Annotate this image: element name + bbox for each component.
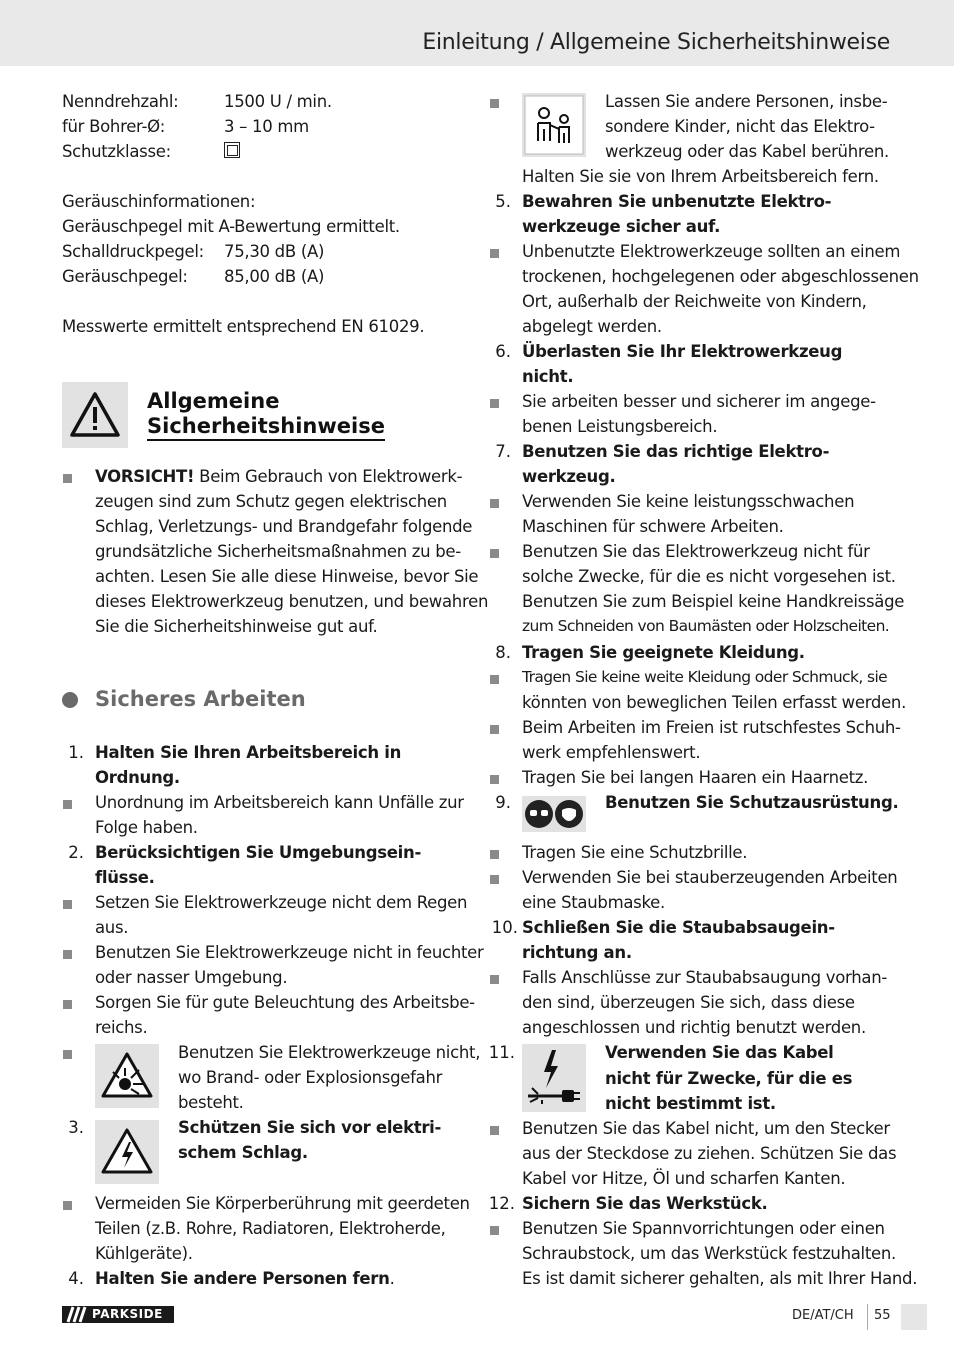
bullet-text: sondere Kinder, nicht das Elektro- bbox=[605, 117, 875, 136]
bullet-text: Falls Anschlüsse zur Staubabsaugung vorhan- bbox=[522, 968, 888, 987]
measurement-note: Messwerte ermittelt entsprechend EN 61029. bbox=[62, 317, 425, 336]
item-heading: Tragen Sie geeignete Kleidung. bbox=[522, 643, 805, 662]
section-title: Sicherheitshinweise bbox=[147, 413, 385, 441]
item-number: 2. bbox=[68, 843, 84, 862]
item-heading: nicht für Zwecke, für die es bbox=[605, 1069, 853, 1088]
bullet-text: Verwenden Sie keine leistungsschwachen bbox=[522, 492, 855, 511]
item-heading: Ordnung. bbox=[95, 768, 180, 787]
bullet-marker bbox=[63, 1050, 72, 1059]
item-number: 4. bbox=[68, 1269, 84, 1288]
item-heading: Benutzen Sie das richtige Elektro- bbox=[522, 442, 830, 461]
item-number: 7. bbox=[495, 442, 511, 461]
keep-children-away-icon bbox=[522, 93, 586, 157]
bullet-marker bbox=[490, 725, 499, 734]
bullet-marker bbox=[490, 399, 499, 408]
language-code: DE/AT/CH bbox=[792, 1308, 854, 1323]
page-number: 55 bbox=[874, 1308, 891, 1323]
bullet-text: Kühlgeräte). bbox=[95, 1244, 193, 1263]
spec-label: Schutzklasse: bbox=[62, 142, 171, 161]
bullet-marker bbox=[490, 1226, 499, 1235]
caution-text: dieses Elektrowerkzeug benutzen, und bewahren bbox=[95, 592, 489, 611]
bullet-text: solche Zwecke, für die es nicht vorgesehen ist. bbox=[522, 567, 896, 586]
item-heading: werkzeug. bbox=[522, 467, 616, 486]
bullet-marker bbox=[490, 875, 499, 884]
bullet-text: Tragen Sie keine weite Kleidung oder Schmuck, sie bbox=[522, 668, 888, 686]
item-heading: Berücksichtigen Sie Umgebungsein- bbox=[95, 843, 421, 862]
bullet-marker bbox=[63, 1201, 72, 1210]
bullet-text: Maschinen für schwere Arbeiten. bbox=[522, 517, 784, 536]
bullet-text: Lassen Sie andere Personen, insbe- bbox=[605, 92, 888, 111]
explosion-warning-icon bbox=[95, 1044, 159, 1108]
item-number: 10. bbox=[491, 918, 518, 937]
item-heading: Überlasten Sie Ihr Elektrowerkzeug bbox=[522, 342, 843, 361]
bullet-text: Kabel vor Hitze, Öl und scharfen Kanten. bbox=[522, 1169, 846, 1188]
item-number: 8. bbox=[495, 643, 511, 662]
item-number: 12. bbox=[488, 1194, 515, 1213]
page-title: Einleitung / Allgemeine Sicherheitshinweise bbox=[422, 30, 890, 55]
bullet-text: Tragen Sie eine Schutzbrille. bbox=[522, 843, 748, 862]
noise-heading: Geräuschinformationen: bbox=[62, 192, 256, 211]
spec-value: 75,30 dB (A) bbox=[224, 242, 325, 261]
spec-label: Schalldruckpegel: bbox=[62, 242, 204, 261]
bullet-marker bbox=[63, 900, 72, 909]
bullet-text: Tragen Sie bei langen Haaren ein Haarnetz. bbox=[522, 768, 869, 787]
bullet-text: aus. bbox=[95, 918, 129, 937]
item-number: 5. bbox=[495, 192, 511, 211]
item-number: 9. bbox=[495, 793, 511, 812]
section-dot-icon bbox=[62, 692, 78, 708]
bullet-text: angeschlossen und richtig benutzt werden. bbox=[522, 1018, 866, 1037]
bullet-text: trockenen, hochgelegenen oder abgeschlossenen bbox=[522, 267, 919, 286]
item-heading: Sichern Sie das Werkstück. bbox=[522, 1194, 768, 1213]
item-number: 6. bbox=[495, 342, 511, 361]
bullet-text: Benutzen Sie zum Beispiel keine Handkreissäge bbox=[522, 592, 905, 611]
page-header bbox=[0, 0, 954, 66]
caution-text: grundsätzliche Sicherheitsmaßnahmen zu be- bbox=[95, 542, 461, 561]
spec-label: Nenndrehzahl: bbox=[62, 92, 179, 111]
bullet-text: Halten Sie sie von Ihrem Arbeitsbereich fern. bbox=[522, 167, 879, 186]
bullet-text: Schraubstock, um das Werkstück festzuhalten. bbox=[522, 1244, 896, 1263]
item-heading: werkzeuge sicher auf. bbox=[522, 217, 721, 236]
bullet-text: Benutzen Sie das Elektrowerkzeug nicht für bbox=[522, 542, 870, 561]
item-heading: Verwenden Sie das Kabel bbox=[605, 1043, 834, 1062]
brand-name: PARKSIDE bbox=[92, 1307, 163, 1321]
caution-text: VORSICHT! Beim Gebrauch von Elektrowerk- bbox=[95, 467, 463, 486]
bullet-text: aus der Steckdose zu ziehen. Schützen Sie das bbox=[522, 1144, 897, 1163]
bullet-text: Benutzen Sie Elektrowerkzeuge nicht, bbox=[178, 1043, 481, 1062]
bullet-marker bbox=[490, 499, 499, 508]
bullet-text: benen Leistungsbereich. bbox=[522, 417, 718, 436]
bullet-text: könnten von beweglichen Teilen erfasst werden. bbox=[522, 693, 907, 712]
electric-shock-warning-icon bbox=[95, 1120, 159, 1184]
caution-text: Sie die Sicherheitshinweise gut auf. bbox=[95, 617, 378, 636]
bullet-text: reichs. bbox=[95, 1018, 148, 1037]
bullet-text: Folge haben. bbox=[95, 818, 198, 837]
item-number: 11. bbox=[488, 1043, 515, 1062]
bullet-text: Ort, außerhalb der Reichweite von Kindern, bbox=[522, 292, 867, 311]
bullet-text: Sie arbeiten besser und sicherer im angege- bbox=[522, 392, 876, 411]
protection-class-icon bbox=[224, 142, 240, 158]
item-heading: Schützen Sie sich vor elektri- bbox=[178, 1118, 442, 1137]
bullet-text: wo Brand- oder Explosionsgefahr bbox=[178, 1068, 443, 1087]
section-title: Allgemeine bbox=[147, 389, 280, 413]
item-number: 3. bbox=[68, 1118, 84, 1137]
protective-gear-icon bbox=[522, 796, 586, 832]
item-number: 1. bbox=[68, 743, 84, 762]
bullet-text: Sorgen Sie für gute Beleuchtung des Arbeitsbe- bbox=[95, 993, 475, 1012]
subsection-title: Sicheres Arbeiten bbox=[95, 687, 306, 711]
spec-label: Geräuschpegel: bbox=[62, 267, 188, 286]
bullet-marker bbox=[490, 1126, 499, 1135]
bullet-text: werk empfehlenswert. bbox=[522, 743, 701, 762]
item-heading: Bewahren Sie unbenutzte Elektro- bbox=[522, 192, 832, 211]
item-heading: schem Schlag. bbox=[178, 1143, 308, 1162]
bullet-marker bbox=[490, 549, 499, 558]
item-heading: Halten Sie andere Personen fern. bbox=[95, 1269, 395, 1288]
caution-text: achten. Lesen Sie alle diese Hinweise, bevor Sie bbox=[95, 567, 479, 586]
item-heading: richtung an. bbox=[522, 943, 632, 962]
bullet-text: oder nasser Umgebung. bbox=[95, 968, 288, 987]
item-heading: nicht bestimmt ist. bbox=[605, 1094, 776, 1113]
item-heading: Benutzen Sie Schutzausrüstung. bbox=[605, 793, 899, 812]
bullet-text: besteht. bbox=[178, 1093, 244, 1112]
caution-text: Schlag, Verletzungs- und Brandgefahr folgende bbox=[95, 517, 473, 536]
bullet-text: Unordnung im Arbeitsbereich kann Unfälle zur bbox=[95, 793, 464, 812]
item-heading: Schließen Sie die Staubabsaugein- bbox=[522, 918, 835, 937]
bullet-text: werkzeug oder das Kabel berühren. bbox=[605, 142, 889, 161]
bullet-text: Teilen (z.B. Rohre, Radiatoren, Elektroherde, bbox=[95, 1219, 446, 1238]
bullet-marker bbox=[490, 975, 499, 984]
spec-value: 1500 U / min. bbox=[224, 92, 332, 111]
warning-icon bbox=[62, 382, 128, 448]
item-heading: Halten Sie Ihren Arbeitsbereich in bbox=[95, 743, 402, 762]
bullet-marker bbox=[490, 850, 499, 859]
spec-value: 85,00 dB (A) bbox=[224, 267, 325, 286]
bullet-text: zum Schneiden von Baumästen oder Holzscheiten. bbox=[522, 617, 890, 635]
item-heading: nicht. bbox=[522, 367, 574, 386]
bullet-text: Setzen Sie Elektrowerkzeuge nicht dem Regen bbox=[95, 893, 468, 912]
bullet-marker bbox=[490, 675, 499, 684]
footer-divider bbox=[867, 1304, 868, 1330]
bullet-text: eine Staubmaske. bbox=[522, 893, 665, 912]
item-heading: flüsse. bbox=[95, 868, 155, 887]
bullet-text: Unbenutzte Elektrowerkzeuge sollten an einem bbox=[522, 242, 901, 261]
bullet-text: Benutzen Sie Spannvorrichtungen oder einen bbox=[522, 1219, 885, 1238]
bullet-marker bbox=[490, 249, 499, 258]
bullet-marker bbox=[63, 950, 72, 959]
bullet-marker bbox=[490, 99, 499, 108]
caution-text: zeugen sind zum Schutz gegen elektrischen bbox=[95, 492, 447, 511]
bullet-marker bbox=[63, 474, 72, 483]
bullet-marker bbox=[63, 800, 72, 809]
bullet-text: Vermeiden Sie Körperberührung mit geerdeten bbox=[95, 1194, 470, 1213]
spec-value: 3 – 10 mm bbox=[224, 117, 309, 136]
bullet-marker bbox=[490, 775, 499, 784]
cable-hazard-icon bbox=[522, 1044, 586, 1112]
bullet-text: Benutzen Sie das Kabel nicht, um den Stecker bbox=[522, 1119, 890, 1138]
bullet-text: Beim Arbeiten im Freien ist rutschfestes Schuh- bbox=[522, 718, 901, 737]
parkside-logo bbox=[62, 1306, 174, 1323]
bullet-text: abgelegt werden. bbox=[522, 317, 662, 336]
bullet-text: Verwenden Sie bei stauberzeugenden Arbeiten bbox=[522, 868, 898, 887]
noise-line: Geräuschpegel mit A-Bewertung ermittelt. bbox=[62, 217, 400, 236]
spec-label: für Bohrer-Ø: bbox=[62, 117, 166, 136]
bullet-marker bbox=[63, 1000, 72, 1009]
bullet-text: Es ist damit sicherer gehalten, als mit Ihrer Hand. bbox=[522, 1269, 918, 1288]
bullet-text: Benutzen Sie Elektrowerkzeuge nicht in feuchter bbox=[95, 943, 484, 962]
footer-tab bbox=[901, 1304, 927, 1330]
bullet-text: den sind, überzeugen Sie sich, dass diese bbox=[522, 993, 855, 1012]
